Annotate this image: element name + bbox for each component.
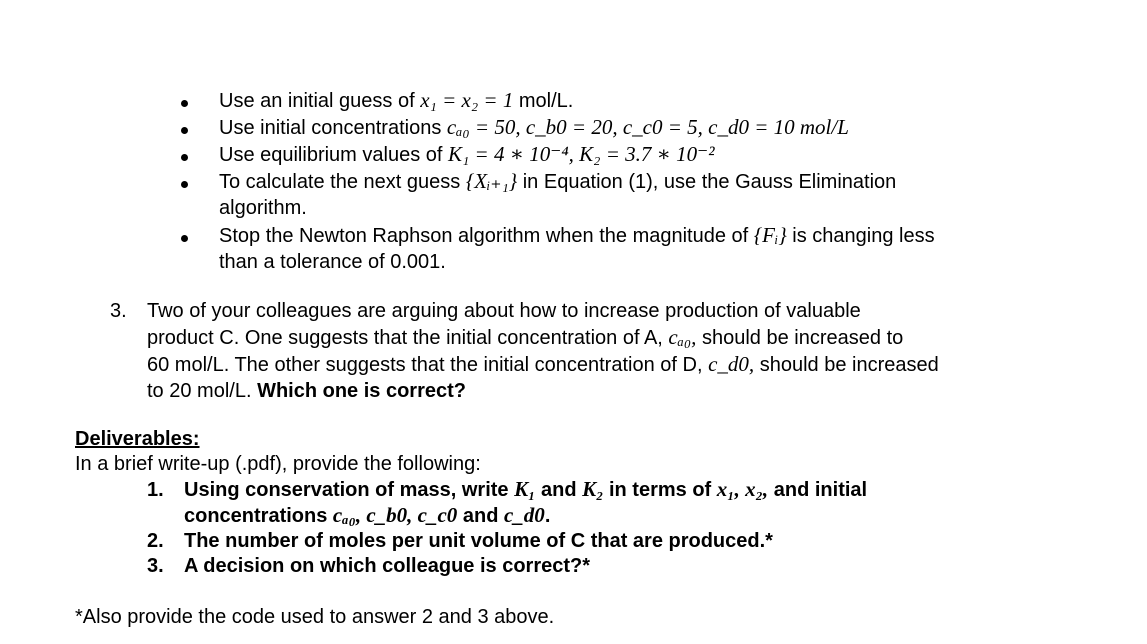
question-line-text: to 20 mol/L. [147, 380, 258, 402]
item-math: K₁ [514, 477, 536, 501]
item-text: Using conservation of mass, write [184, 479, 515, 501]
question-line: Two of your colleagues are arguing about how to increase production of valuable [147, 300, 861, 322]
bullet-continuation: than a tolerance of 0.001. [219, 251, 446, 273]
bullet-text: Use equilibrium values of [219, 144, 448, 166]
question-math: cₐ₀, [668, 325, 697, 349]
bullet-math: x₁ = x₂ = 1 [420, 88, 514, 112]
item-math: x₁, x₂, [716, 477, 769, 501]
item-text: in terms of [603, 479, 717, 501]
item-math: K₂ [582, 477, 604, 501]
item-text: and initial [768, 479, 868, 501]
bullet-math: K₁ = 4 ∗ 10⁻⁴, K₂ = 3.7 ∗ 10⁻² [448, 142, 715, 166]
item-text: . [544, 505, 551, 527]
footnote: *Also provide the code used to answer 2 and 3 above. [75, 606, 555, 628]
bullet-icon [181, 181, 188, 188]
bullet-math: {Xᵢ₊₁} [465, 169, 518, 193]
question-emphasis: Which one is correct? [257, 380, 466, 402]
question-text [147, 298, 1027, 404]
item-number: 1. [147, 479, 164, 501]
list-item [147, 554, 867, 579]
item-text: and [457, 505, 504, 527]
deliverables-intro: In a brief write-up (.pdf), provide the following: [75, 453, 481, 475]
item-math: cₐ₀, c_b0, c_c0 [332, 503, 458, 527]
item-text: The number of moles per unit volume of C that are produced.* [184, 530, 773, 552]
list-item [147, 477, 867, 503]
deliverables-heading: Deliverables: [75, 428, 200, 450]
bullet-math: cₐ₀ = 50, c_b0 = 20, c_c0 = 5, c_d0 = 10 mol/L [446, 115, 849, 139]
bullet-text: Stop the Newton Raphson algorithm when the magnitude of [219, 225, 754, 247]
question-line-text: should be increased to [696, 327, 904, 349]
question-line-text: product C. One suggests that the initial concentration of A, [147, 327, 669, 349]
bullet-continuation: algorithm. [219, 197, 307, 219]
question-line-text: 60 mol/L. The other suggests that the initial concentration of D, [147, 354, 709, 376]
item-text: A decision on which colleague is correct?* [184, 555, 591, 577]
bullet-text-post: in Equation (1), use the Gauss Elimination [517, 171, 897, 193]
item-text: concentrations [184, 505, 333, 527]
bullet-text: Use an initial guess of [219, 90, 421, 112]
question-math: c_d0, [708, 352, 755, 376]
item-number: 2. [147, 530, 164, 552]
item-math: c_d0 [503, 503, 545, 527]
bullet-text-post: is changing less [786, 225, 935, 247]
deliverables-list [147, 477, 867, 579]
question-line [147, 324, 1027, 351]
bullet-text-post: mol/L. [513, 90, 574, 112]
list-item [147, 529, 867, 554]
bullet-math: {Fᵢ} [753, 223, 787, 247]
bullet-text: Use initial concentrations [219, 117, 447, 139]
item-text: and [535, 479, 583, 501]
question-line [147, 351, 1027, 378]
bullet-text: To calculate the next guess [219, 171, 466, 193]
list-item-continuation [147, 503, 867, 529]
item-number: 3. [147, 555, 164, 577]
question-line-text: should be increased [754, 354, 939, 376]
bullet-icon [181, 235, 188, 242]
bullet-icon [181, 154, 188, 161]
question-number: 3. [110, 300, 127, 322]
question-line [147, 378, 1027, 404]
bullet-icon [181, 100, 188, 107]
bullet-icon [181, 127, 188, 134]
